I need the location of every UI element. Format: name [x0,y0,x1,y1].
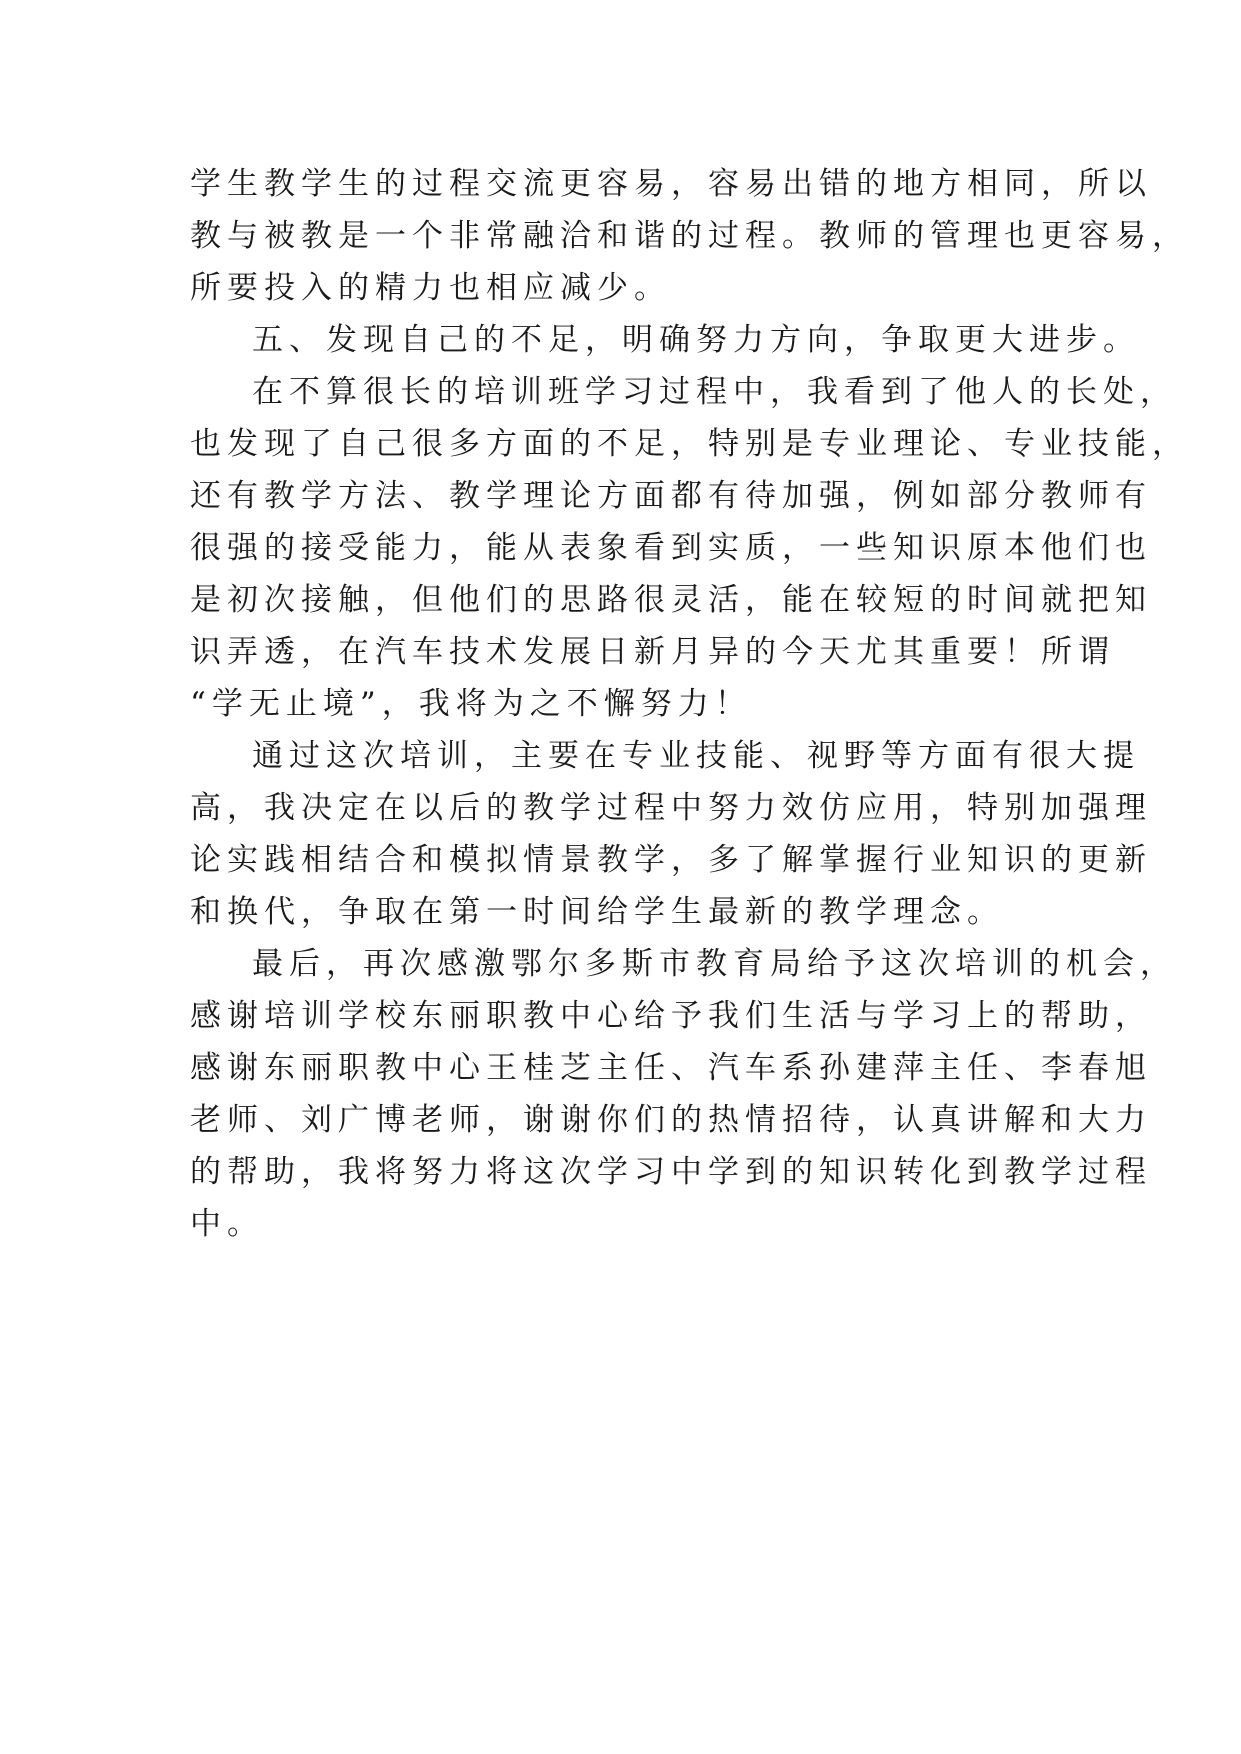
text-line: 所要投入的精力也相应减少。 [190,270,671,306]
text-line: 感谢东丽职教中心王桂芝主任、汽车系孙建萍主任、李春旭 [190,1050,1152,1086]
text-line: 还有教学方法、教学理论方面都有待加强，例如部分教师有 [190,478,1152,514]
text-line: 识弄透，在汽车技术发展日新月异的今天尤其重要！所谓 [190,634,1115,670]
text-line: 教与被教是一个非常融洽和谐的过程。教师的管理也更容易， [190,218,1189,254]
section-heading: 五、发现自己的不足，明确努力方向，争取更大进步。 [252,322,1140,358]
text-line: 中。 [190,1206,264,1242]
body-text [190,158,1189,1250]
text-line: 很强的接受能力，能从表象看到实质，一些知识原本他们也 [190,530,1152,566]
text-line: 高，我决定在以后的教学过程中努力效仿应用，特别加强理 [190,790,1152,826]
text-line: 老师、刘广博老师，谢谢你们的热情招待，认真讲解和大力 [190,1102,1152,1138]
paragraph-start: 最后，再次感激鄂尔多斯市教育局给予这次培训的机会， [252,946,1177,982]
text-line: 学生教学生的过程交流更容易，容易出错的地方相同，所以 [190,166,1152,202]
text-line: 感谢培训学校东丽职教中心给予我们生活与学习上的帮助， [190,998,1152,1034]
text-line: 的帮助，我将努力将这次学习中学到的知识转化到教学过程 [190,1154,1152,1190]
text-line: 论实践相结合和模拟情景教学，多了解掌握行业知识的更新 [190,842,1152,878]
text-line: 也发现了自己很多方面的不足，特别是专业理论、专业技能， [190,426,1189,462]
text-line: 和换代，争取在第一时间给学生最新的教学理念。 [190,894,1004,930]
text-line: “学无止境”，我将为之不懈努力！ [190,686,752,722]
paragraph-start: 在不算很长的培训班学习过程中，我看到了他人的长处， [252,374,1177,410]
paragraph-start: 通过这次培训，主要在专业技能、视野等方面有很大提 [252,738,1140,774]
text-line: 是初次接触，但他们的思路很灵活，能在较短的时间就把知 [190,582,1152,618]
